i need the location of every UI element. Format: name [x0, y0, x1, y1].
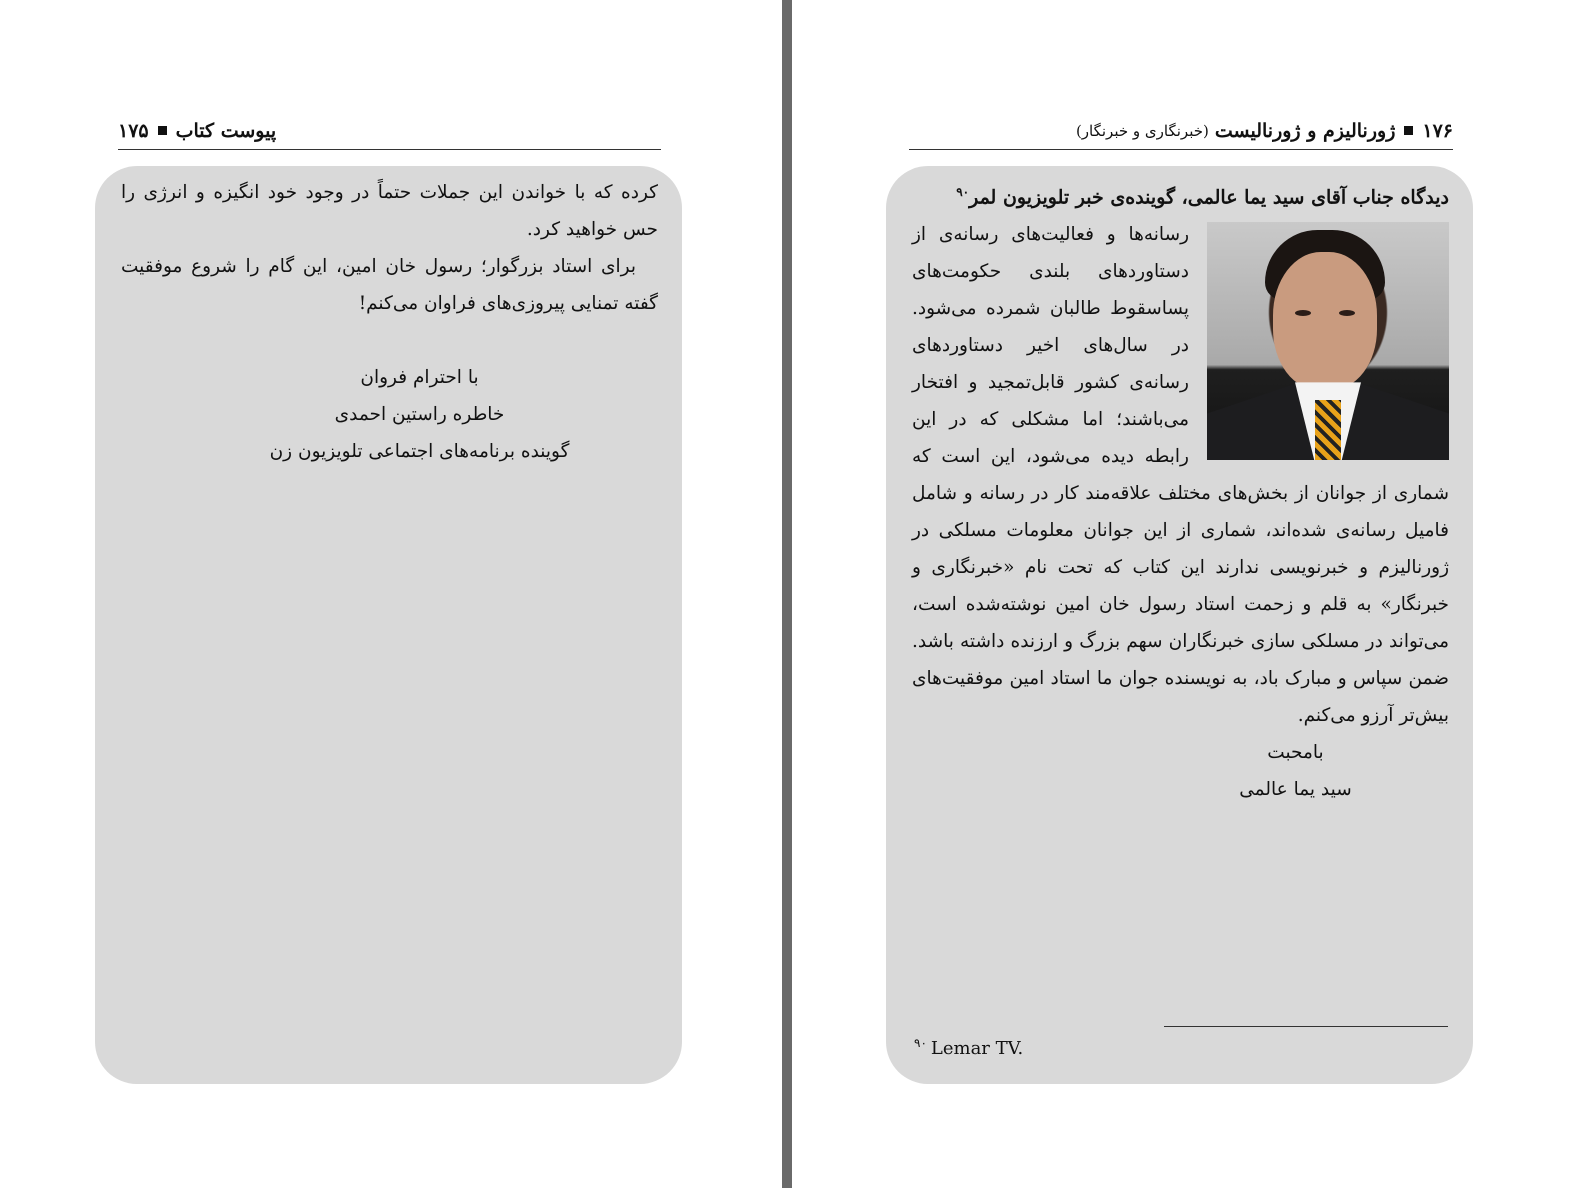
header-subtitle: (خبرنگاری و خبرنگار) [1075, 121, 1209, 140]
section-heading [912, 174, 1449, 216]
header-title: پیوست کتاب [175, 119, 277, 142]
right-page [792, 0, 1572, 1188]
closing-block [912, 734, 1449, 808]
square-bullet-icon [158, 126, 167, 135]
header-title: ژورنالیزم و ژورنالیست [1214, 119, 1396, 142]
footnote-text: Lemar TV. [930, 1038, 1024, 1059]
paragraph: کرده که با خواندن این جملات حتماً در وجود خود انگیزه و انرژی را حس خواهید کرد. [121, 182, 658, 240]
signature-block [121, 359, 658, 470]
closing-name: سید یما عالمی [1239, 779, 1352, 801]
heading-text: دیدگاه جناب آقای سید یما عالمی، گوینده‌ی خبر تلویزیون لمر [969, 186, 1449, 209]
page-header [909, 112, 1453, 150]
book-spine [782, 0, 792, 1188]
left-page [0, 0, 782, 1188]
closing-line: بامحبت [1267, 742, 1324, 764]
footnote-divider [1164, 1026, 1448, 1027]
content-panel [886, 166, 1473, 1084]
body-paragraph: رسانه‌ها و فعالیت‌های رسانه‌ی از دستاوردهای بلندی حکومت‌های پساسقوط طالبان شمرده می‌شود. در سال‌های اخیر دستاوردهای رسانه‌ی کشور قابل‌تمجید و افتخار می‌باشند؛ اما مشکلی که در این رابطه دیده می‌شود، این است که شماری از جوانان از بخش‌های مختلف علاقه‌مند کار در رسانه و شامل فامیل رسانه‌ی شده‌اند، شماری از این جوانان معلومات مسلکی در ژورنالیزم و خبرنویسی ندارند این کتاب که تحت نام «خبرنگاری و خبرنگار» به قلم و زحمت استاد رسول خان امین نوشته‌شده است، می‌تواند در مسلکی سازی خبرنگاران سهم بزرگ و ارزنده داشته باشد. ضمن سپاس و مبارک باد، به نویسنده جوان ما استاد امین موفقیت‌های بیش‌تر آرزو می‌کنم. [912, 224, 1449, 727]
content-panel [95, 166, 682, 1084]
spacer [121, 322, 658, 359]
page-number: ۱۷۶ [1422, 119, 1453, 142]
page-text [121, 174, 658, 470]
paragraph: برای استاد بزرگوار؛ رسول خان امین، این گام را شروع موفقیت گفته تمنایی پیروزی‌های فراوان می‌کنم! [121, 256, 658, 314]
signature-name: خاطره راستین احمدی [334, 404, 505, 425]
page-text [912, 174, 1449, 808]
signature-line: با احترام فروان [360, 367, 479, 388]
footnote [914, 1036, 1023, 1059]
square-bullet-icon [1404, 126, 1413, 135]
portrait-photo-icon [1207, 222, 1449, 460]
footnote-number: ۹۰ [914, 1036, 927, 1050]
page-header [118, 112, 661, 150]
signature-role: گوینده برنامه‌های اجتماعی تلویزیون زن [269, 441, 570, 462]
footnote-ref: ۹۰ [956, 185, 970, 199]
page-number: ۱۷۵ [118, 119, 149, 142]
